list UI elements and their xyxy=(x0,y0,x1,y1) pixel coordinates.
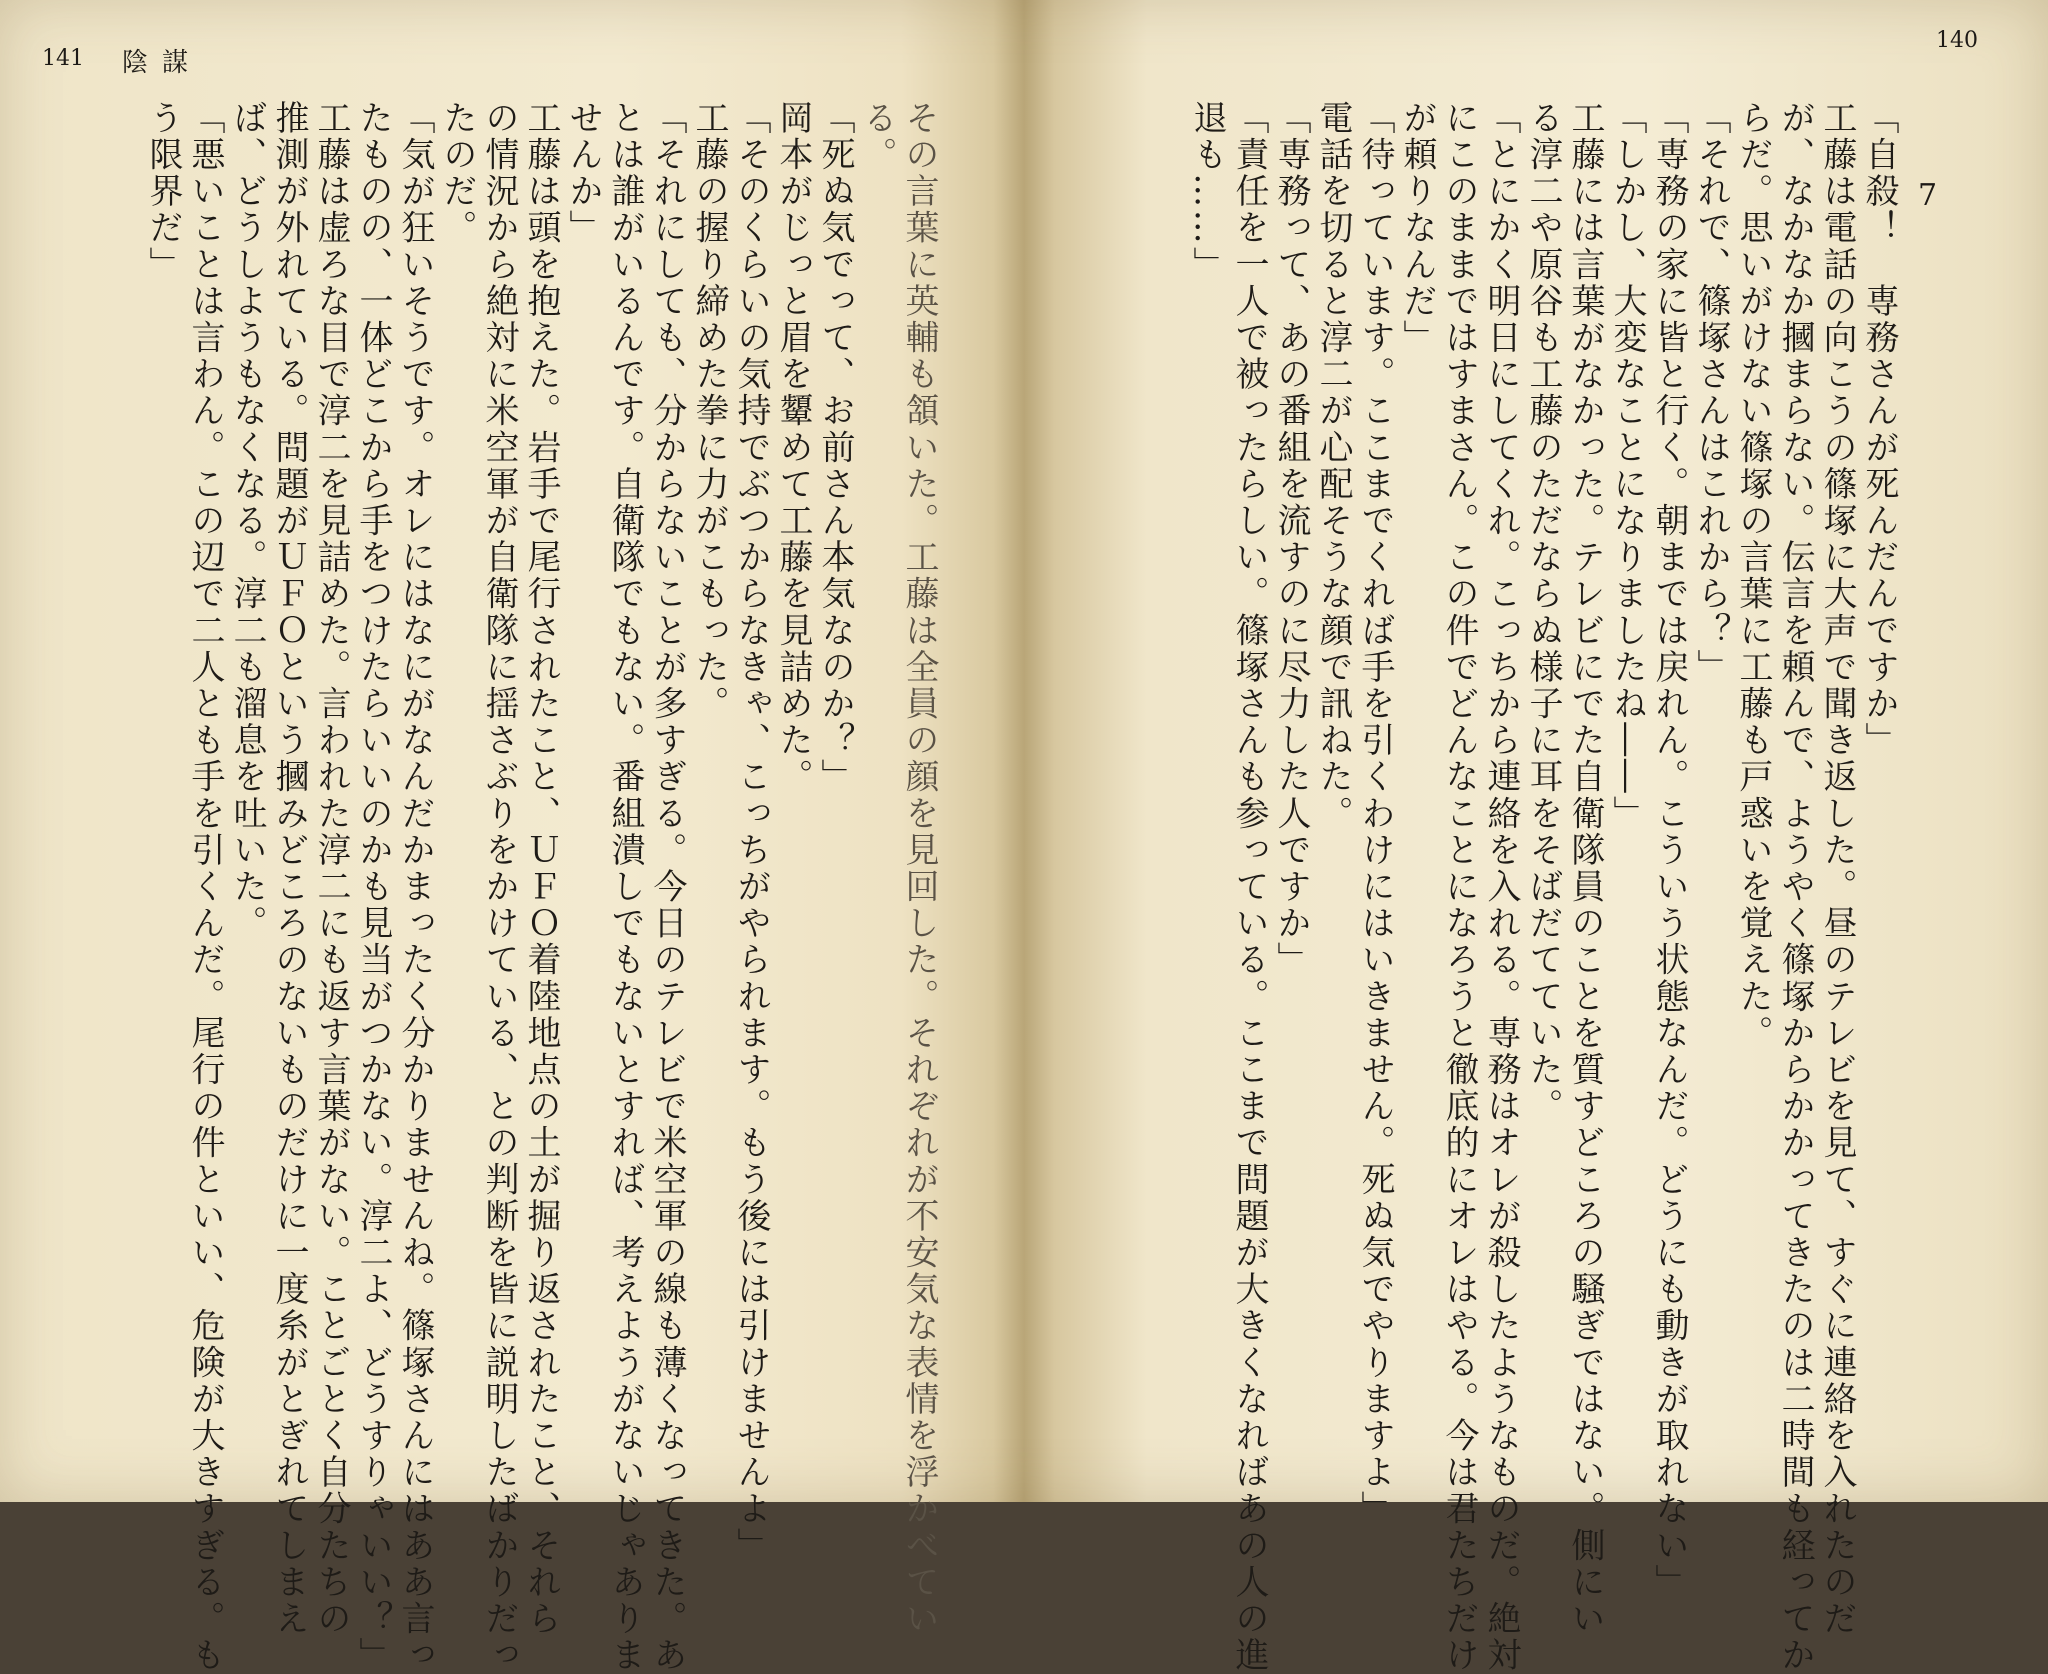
text-column: 「責任を一人で被ったらしい。篠塚さんも参っている。ここまで問題が大きくなればあの人の進 xyxy=(1229,100,1269,1674)
text-column: 岡本がじっと眉を顰めて工藤を見詰めた。 xyxy=(773,100,813,796)
text-column: 工藤は電話の向こうの篠塚に大声で聞き返した。昼のテレビを見て、すぐに連絡を入れたのだ xyxy=(1817,100,1857,1638)
text-column: 「専務の家に皆と行く。朝までは戻れん。こういう状態なんだ。どうにも動きが取れない」 xyxy=(1649,100,1689,1601)
text-column: の情況から絶対に米空軍が自衛隊に揺さぶりをかけている、との判断を皆に説明したばかりだっ xyxy=(479,100,519,1674)
text-column: らだ。思いがけない篠塚の言葉に工藤も戸惑いを覚えた。 xyxy=(1733,100,1773,1052)
text-column: 「とにかく明日にしてくれ。こっちから連絡を入れる。専務はオレが殺したようなものだ。絶対 xyxy=(1481,100,1521,1674)
text-column: 工藤は虚ろな目で淳二を見詰めた。言われた淳二にも返す言葉がない。ことごとく自分たちの xyxy=(311,100,351,1638)
text-column: たものの、一体どこから手をつけたらいいのかも見当がつかない。淳二よ、どうすりゃいい？」 xyxy=(353,100,393,1674)
text-column: 「そのくらいの気持でぶつからなきゃ、こっちがやられます。もう後には引けませんよ」 xyxy=(731,100,771,1564)
text-column: その言葉に英輔も頷いた。工藤は全員の顔を見回した。それぞれが不安気な表情を浮かべてい xyxy=(899,100,939,1638)
text-column: 工藤の握り締めた拳に力がこもった。 xyxy=(689,100,729,723)
text-column: 退も……」 xyxy=(1187,100,1227,283)
running-head: 陰謀 xyxy=(122,48,203,78)
text-column: 「気が狂いそうです。オレにはなにがなんだかまったく分かりませんね。篠塚さんにはああ言っ xyxy=(395,100,435,1674)
left-page-body xyxy=(60,100,940,1674)
left-page-number: 141 xyxy=(42,46,84,71)
text-column: 「それで、篠塚さんはこれから？」 xyxy=(1691,100,1731,686)
text-column: 「悪いことは言わん。この辺で二人とも手を引くんだ。尾行の件といい、危険が大きすぎる。も xyxy=(185,100,225,1674)
text-column: う限界だ」 xyxy=(143,100,183,283)
text-column: る淳二や原谷も工藤のただならぬ様子に耳をそばだてていた。 xyxy=(1523,100,1563,1125)
text-column: が頼りなんだ」 xyxy=(1397,100,1437,357)
text-column: が、なかなか摑まらない。伝言を頼んで、ようやく篠塚からかかってきたのは二時間も経ってか xyxy=(1775,100,1815,1674)
text-column: せんか」 xyxy=(563,100,603,247)
text-column: とは誰がいるんです。自衛隊でもない。番組潰しでもないとすれば、考えようがないじゃありま xyxy=(605,100,645,1674)
text-column: 「自殺！ 専務さんが死んだんですか」 xyxy=(1859,100,1899,759)
text-column: 「待っています。ここまでくれば手を引くわけにはいきません。死ぬ気でやりますよ」 xyxy=(1355,100,1395,1528)
text-column: 推測が外れている。問題がＵＦＯという摑みどころのないものだけに一度糸がとぎれてしまえ xyxy=(269,100,309,1638)
right-page-number: 140 xyxy=(1936,28,1978,53)
text-column: たのだ。 xyxy=(437,100,477,247)
text-column: 電話を切ると淳二が心配そうな顔で訊ねた。 xyxy=(1313,100,1353,832)
text-column: 「しかし、大変なことになりましたね――」 xyxy=(1607,100,1647,832)
text-column: 「死ぬ気でって、お前さん本気なのか？」 xyxy=(815,100,855,796)
text-column: にこのままではすまさん。この件でどんなことになろうと徹底的にオレはやる。今は君たちだけ xyxy=(1439,100,1479,1674)
right-page-body xyxy=(1060,100,1900,1674)
text-column: る。 xyxy=(857,100,897,174)
text-column: 工藤は頭を抱えた。岩手で尾行されたこと、ＵＦＯ着陸地点の土が掘り返されたこと、それら xyxy=(521,100,561,1638)
text-column: 工藤には言葉がなかった。テレビにでた自衛隊員のことを質すどころの騒ぎではない。側にい xyxy=(1565,100,1605,1638)
chapter-number: 7 xyxy=(1918,178,1938,213)
text-column: ば、どうしようもなくなる。淳二も溜息を吐いた。 xyxy=(227,100,267,942)
text-column: 「専務って、あの番組を流すのに尽力した人ですか」 xyxy=(1271,100,1311,979)
text-column: 「それにしても、分からないことが多すぎる。今日のテレビで米空軍の線も薄くなってきた。あ xyxy=(647,100,687,1674)
